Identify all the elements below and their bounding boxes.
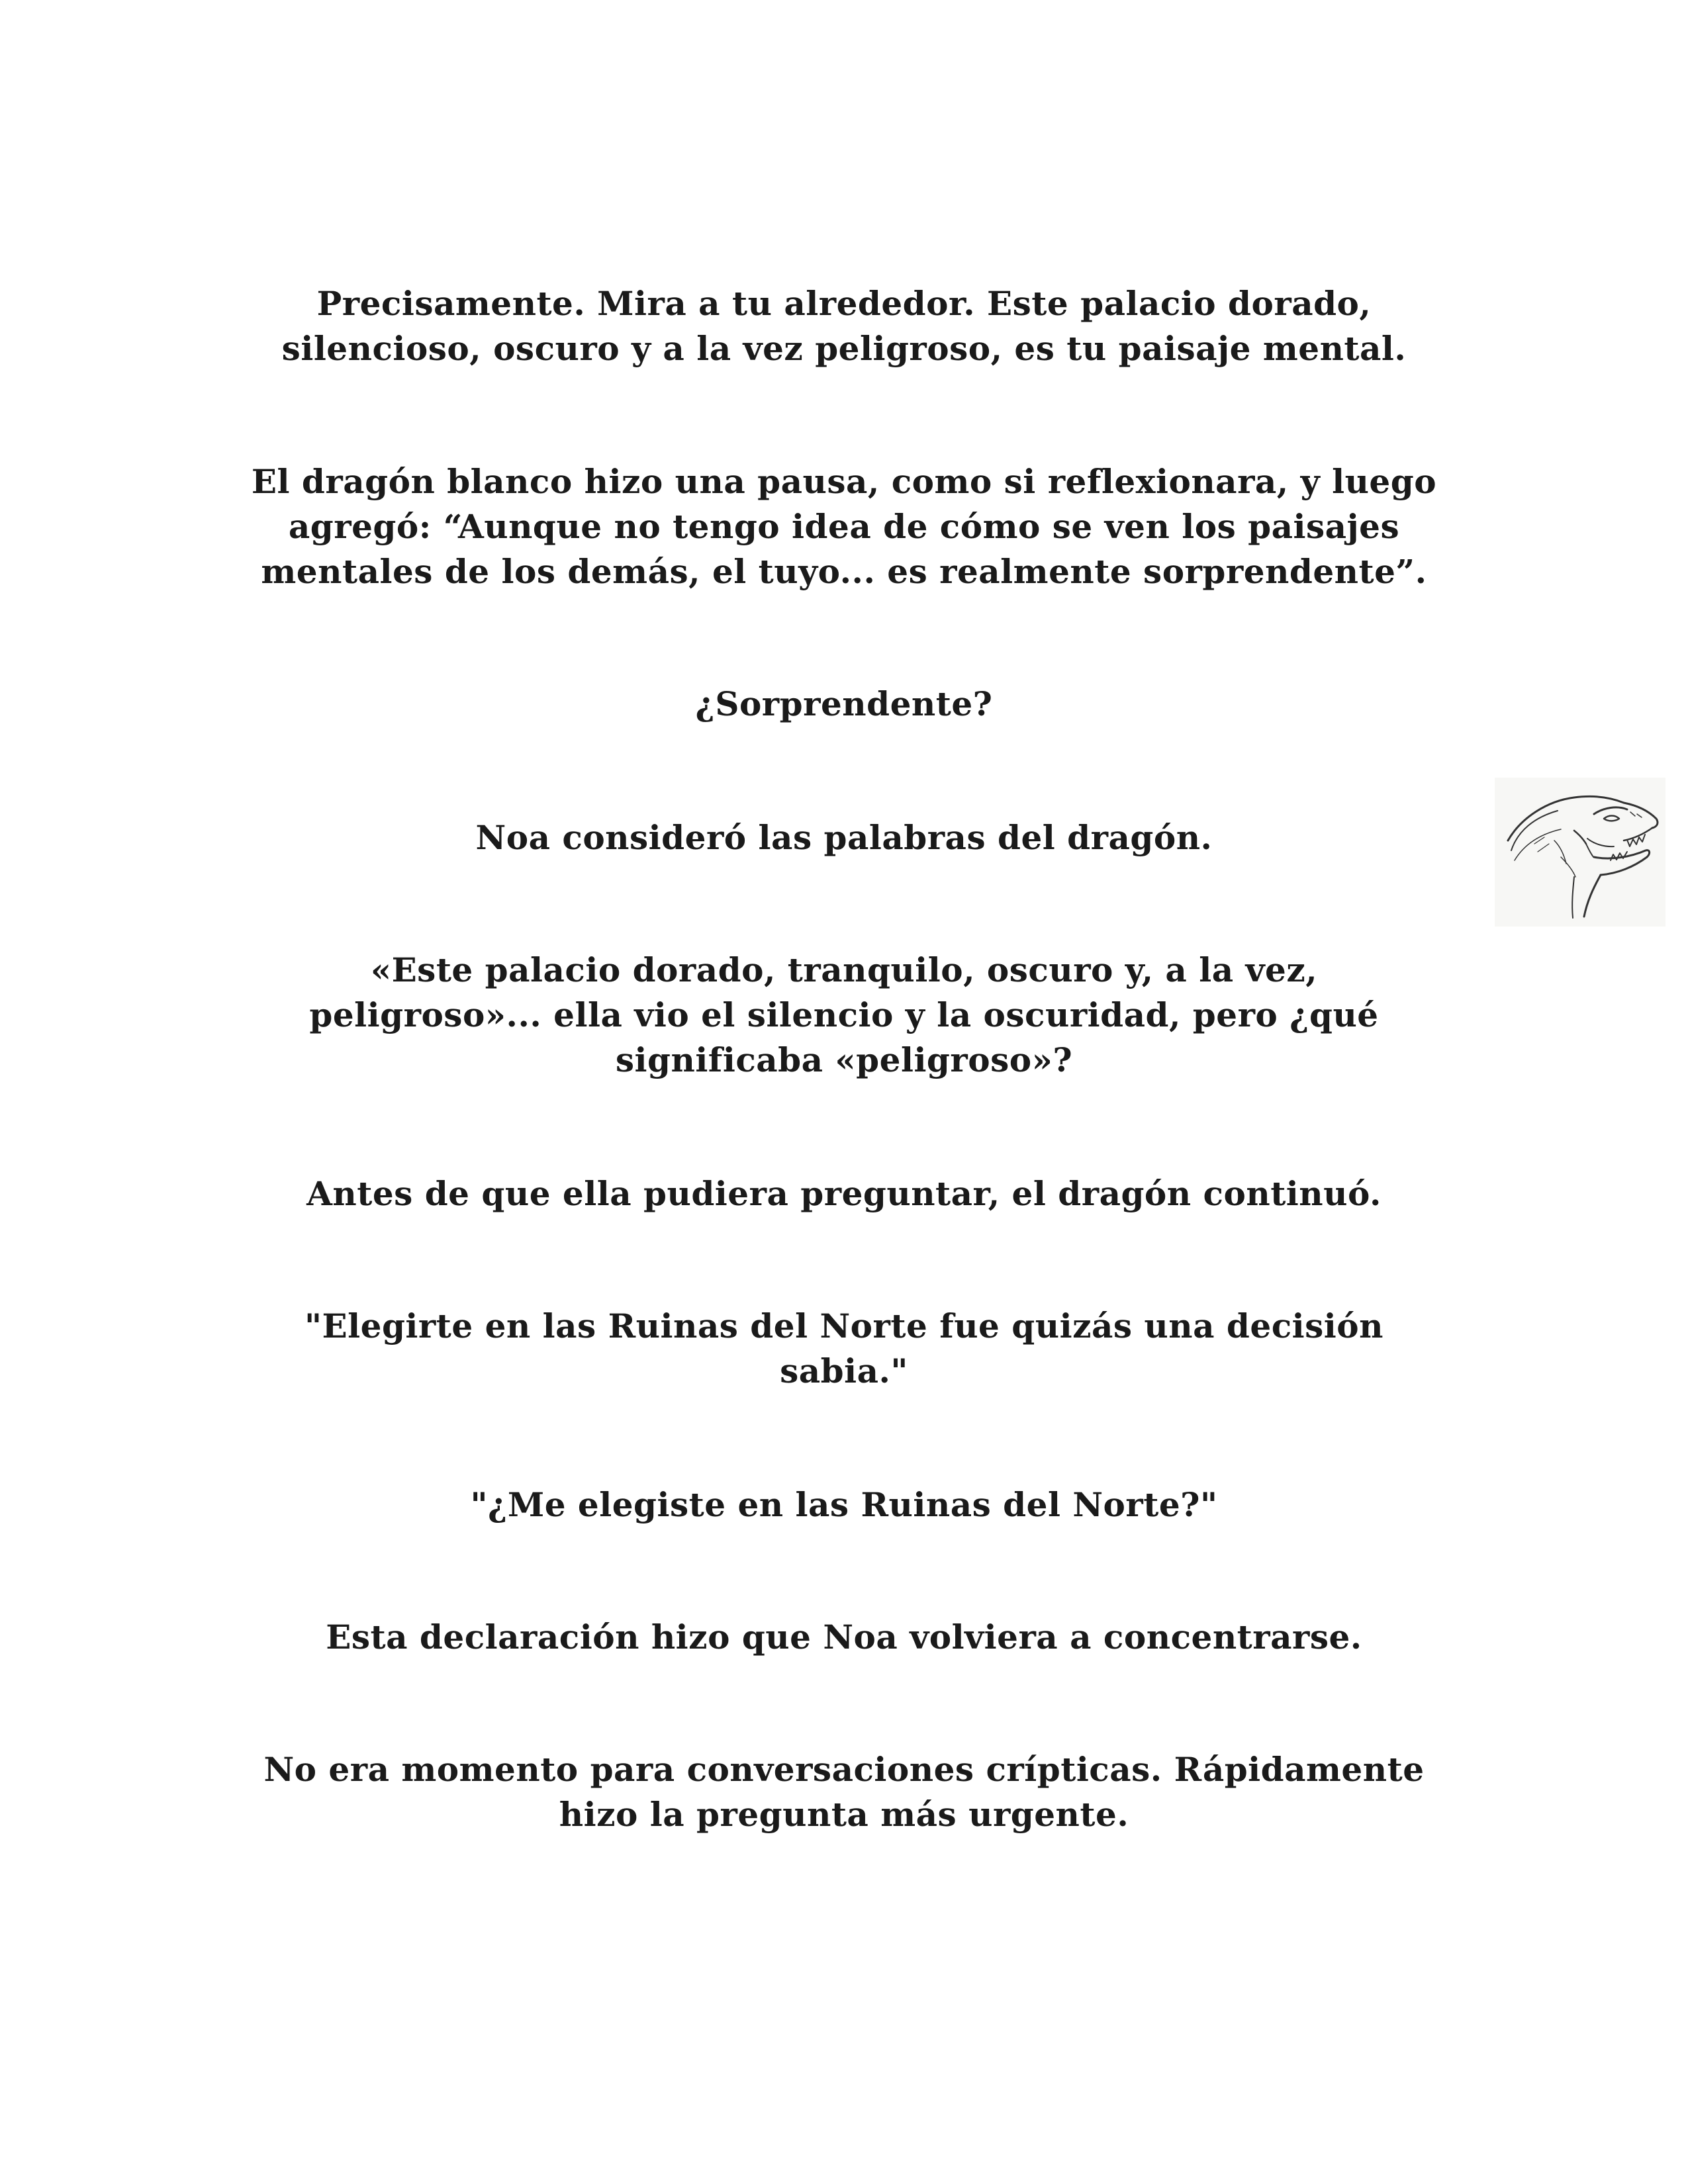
paragraph-line: silencioso, oscuro y a la vez peligroso, es tu paisaje mental. (281, 329, 1407, 368)
paragraph-9 (199, 1615, 1489, 1660)
paragraph-line: significaba «peligroso»? (615, 1040, 1073, 1079)
paragraph-line: Antes de que ella pudiera preguntar, el dragón continuó. (306, 1174, 1382, 1213)
paragraph-line: "Elegirte en las Ruinas del Norte fue quizás una decisión (305, 1306, 1383, 1345)
paragraph-line: Esta declaración hizo que Noa volviera a concentrarse. (326, 1617, 1362, 1657)
paragraph-line: «Este palacio dorado, tranquilo, oscuro y, a la vez, (370, 950, 1318, 989)
paragraph-line: Precisamente. Mira a tu alrededor. Este palacio dorado, (316, 284, 1372, 323)
paragraph-line: "¿Me elegiste en las Ruinas del Norte?" (470, 1485, 1218, 1524)
paragraph-4 (199, 815, 1489, 860)
paragraph-line: hizo la pregunta más urgente. (559, 1795, 1129, 1834)
paragraph-3 (199, 682, 1489, 727)
paragraph-6 (199, 1171, 1489, 1216)
paragraph-1 (199, 281, 1489, 371)
paragraph-line: agregó: “Aunque no tengo idea de cómo se ven los paisajes (288, 507, 1400, 546)
paragraph-10 (199, 1747, 1489, 1837)
paragraph-8 (199, 1482, 1489, 1527)
paragraph-line: peligroso»... ella vio el silencio y la oscuridad, pero ¿qué (309, 995, 1379, 1034)
paragraph-line: sabia." (780, 1351, 908, 1390)
paragraph-line: No era momento para conversaciones crípticas. Rápidamente (263, 1750, 1425, 1789)
paragraph-5 (199, 948, 1489, 1083)
paragraph-line: El dragón blanco hizo una pausa, como si reflexionara, y luego (251, 462, 1437, 501)
paragraph-line: mentales de los demás, el tuyo... es realmente sorprendente”. (261, 552, 1427, 591)
paragraph-2 (199, 459, 1489, 594)
paragraph-7 (199, 1304, 1489, 1394)
paragraph-line: Noa consideró las palabras del dragón. (475, 818, 1213, 857)
paragraph-line: ¿Sorprendente? (695, 684, 993, 723)
dragon-head-sketch-icon (1495, 778, 1665, 927)
